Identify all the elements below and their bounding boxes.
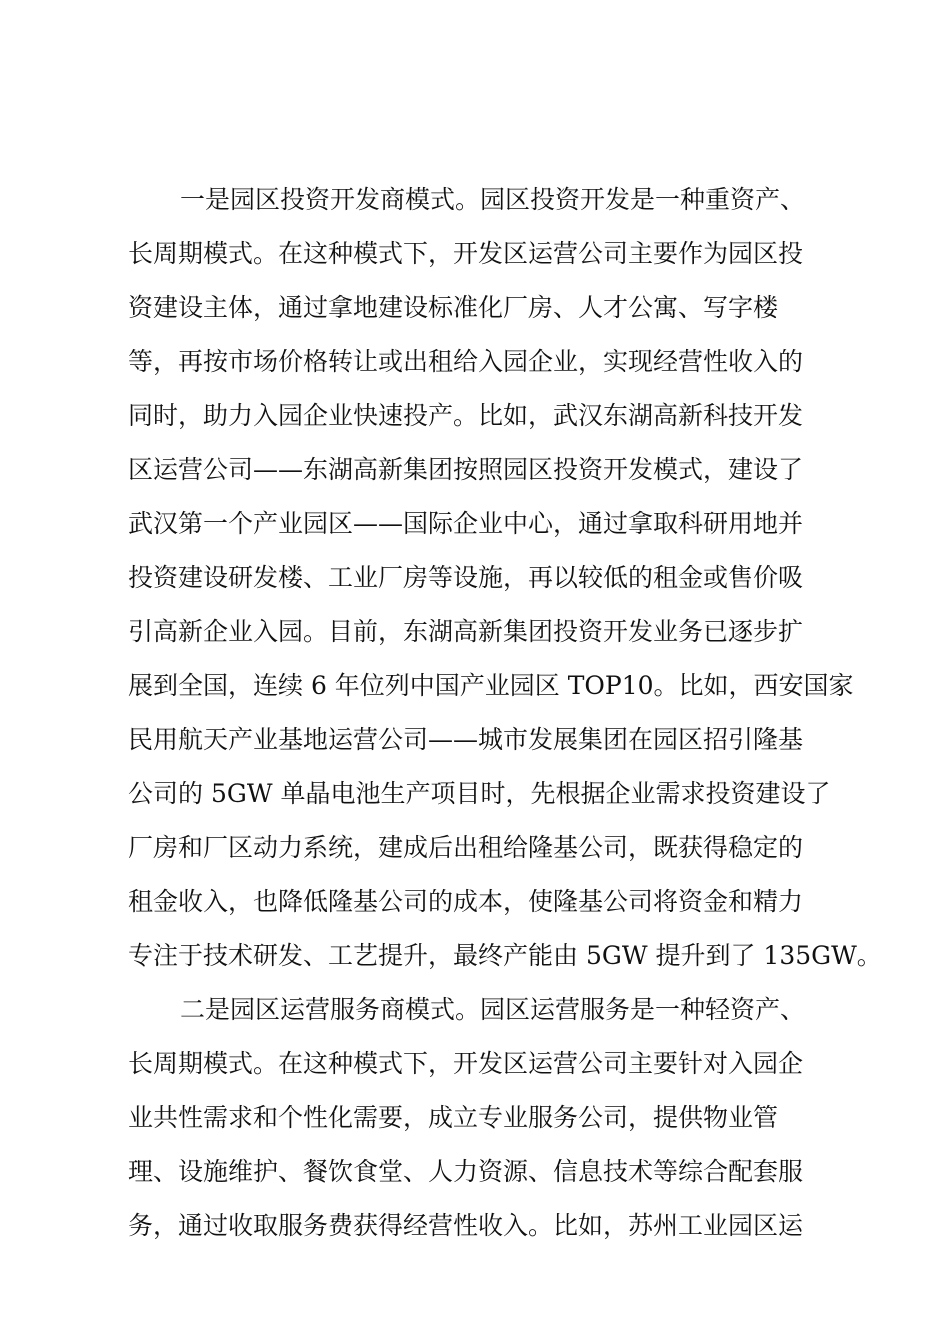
text-line: 展到全国，连续 6 年位列中国产业园区 TOP10。比如，西安国家 bbox=[128, 671, 854, 700]
text-line: 民用航天产业基地运营公司——城市发展集团在园区招引隆基 bbox=[128, 725, 804, 754]
text-line: 引高新企业入园。目前，东湖高新集团投资开发业务已逐步扩 bbox=[128, 617, 804, 646]
text-line: 公司的 5GW 单晶电池生产项目时，先根据企业需求投资建设了 bbox=[128, 779, 831, 808]
text-line: 长周期模式。在这种模式下，开发区运营公司主要针对入园企 bbox=[128, 1049, 804, 1078]
text-line: 理、设施维护、餐饮食堂、人力资源、信息技术等综合配套服 bbox=[128, 1157, 804, 1186]
text-line: 区运营公司——东湖高新集团按照园区投资开发模式，建设了 bbox=[128, 455, 804, 484]
text-line: 务，通过收取服务费获得经营性收入。比如，苏州工业园区运 bbox=[128, 1211, 804, 1240]
text-line: 同时，助力入园企业快速投产。比如，武汉东湖高新科技开发 bbox=[128, 401, 804, 430]
text-line: 长周期模式。在这种模式下，开发区运营公司主要作为园区投 bbox=[128, 239, 804, 268]
text-line: 武汉第一个产业园区——国际企业中心，通过拿取科研用地并 bbox=[128, 509, 804, 538]
text-line: 等，再按市场价格转让或出租给入园企业，实现经营性收入的 bbox=[128, 347, 804, 376]
text-line: 厂房和厂区动力系统，建成后出租给隆基公司，既获得稳定的 bbox=[128, 833, 804, 862]
text-line: 资建设主体，通过拿地建设标准化厂房、人才公寓、写字楼 bbox=[128, 293, 779, 322]
text-line: 业共性需求和个性化需要，成立专业服务公司，提供物业管 bbox=[128, 1103, 779, 1132]
text-line: 租金收入，也降低隆基公司的成本，使隆基公司将资金和精力 bbox=[128, 887, 804, 916]
text-line: 一是园区投资开发商模式。园区投资开发是一种重资产、 bbox=[180, 185, 806, 214]
text-line: 投资建设研发楼、工业厂房等设施，再以较低的租金或售价吸 bbox=[128, 563, 804, 592]
text-line: 二是园区运营服务商模式。园区运营服务是一种轻资产、 bbox=[180, 995, 806, 1024]
text-line: 专注于技术研发、工艺提升，最终产能由 5GW 提升到了 135GW。 bbox=[128, 941, 882, 970]
